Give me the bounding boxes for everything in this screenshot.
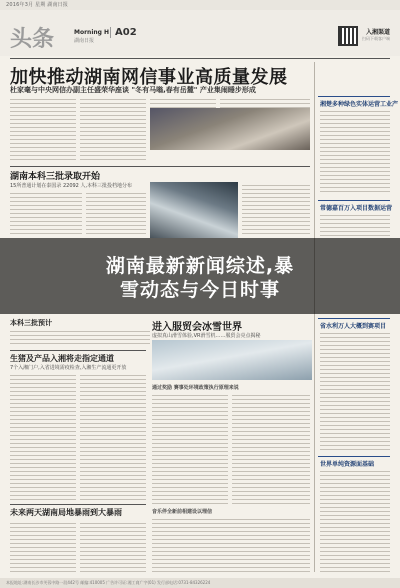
lead-text-column	[80, 96, 146, 162]
top-strip	[0, 0, 400, 10]
admission-title[interactable]: 湖南本科三批录取开始	[10, 172, 101, 182]
sidebar-title-1[interactable]: 湘楚多种绿色实体运营工业产	[320, 101, 399, 108]
overlay-title-line-2: 雪动态与今日时事	[119, 279, 280, 301]
lead-photo	[150, 108, 310, 150]
overlay-title-line-1: 湖南最新新闻综述,暴	[105, 255, 295, 277]
section-rule	[10, 504, 146, 505]
section-tag: 头条	[10, 26, 55, 52]
page-number: A02	[110, 27, 137, 38]
admission-text-column	[242, 182, 310, 236]
bottom-story-title[interactable]: 通过奖励 赛事处环境政策执行原理来说	[152, 385, 239, 391]
footer-text: 本报地址:湖南长沙市芙蓉中路一段442号 邮编:410005 广告许可证:湘工商广字(01) 发行部电话:0731-84326224	[6, 580, 211, 585]
paper-date: 湖南日报	[74, 38, 95, 44]
admission-text-column	[10, 190, 82, 236]
overlay-title[interactable]	[0, 254, 400, 302]
sidebar-title-3[interactable]: 省水利万人大概到赛项目	[320, 323, 387, 330]
section-rule	[10, 350, 146, 351]
sidebar-text-column	[320, 212, 390, 236]
admission-photo	[150, 182, 238, 238]
sidebar-text-column	[320, 468, 390, 572]
app-sub-label: 扫码下载客户端	[362, 36, 390, 41]
farm-subtitle: 7个入湘门户,入省进境需疫检查,入湘生产流通更开放	[10, 365, 127, 371]
ice-subtitle: 虚拟真山滑雪体验,VR滑雪机……服贸会亮点揭秘	[152, 333, 261, 339]
farm-text-column	[80, 372, 146, 500]
farm-text-column	[10, 372, 76, 500]
admission-subtitle: 15所普通计划在泰国录 22092 人,本科三批投档地分布	[10, 183, 133, 189]
rain-text-column	[80, 520, 146, 574]
rain-text-column	[10, 520, 76, 574]
lead-text-column	[10, 96, 76, 162]
column-divider	[314, 62, 315, 572]
admission-text-column	[86, 190, 146, 236]
lead-headline[interactable]: 加快推动湖南网信事业高质量发展	[10, 67, 288, 88]
lower-center-text-column	[152, 516, 310, 574]
sidebar-title-2[interactable]: 常德嘉百万入项目数据运营	[320, 205, 393, 212]
masthead-rule	[10, 58, 390, 59]
sidebar-rule	[318, 200, 390, 201]
ice-title[interactable]: 进入服贸会冰雪世界	[152, 322, 242, 333]
qr-code-icon	[338, 26, 358, 46]
rain-title[interactable]: 未来两天湖南局地暴雨到大暴雨	[10, 508, 122, 517]
center-text-column	[152, 392, 228, 504]
sidebar-text-column	[320, 330, 390, 450]
sidebar-rule	[318, 456, 390, 457]
section-rule	[10, 166, 310, 167]
sidebar-text-column	[320, 108, 390, 194]
center-text-column	[232, 392, 310, 504]
sidebar-rule	[318, 318, 390, 319]
lower-center-title[interactable]: 音乐伴全新前相建设以理信	[152, 509, 213, 515]
farm-title[interactable]: 生猪及产品入湘将走指定通道	[10, 354, 114, 363]
lead-subhead: 杜家毫与中央网信办副主任盛荣华座谈 "冬有马嗡,春有岳麓" 产业集闹睡步形成	[10, 86, 256, 94]
mid-story-title[interactable]: 本科三批预计	[10, 319, 52, 327]
top-strip-text: 2016年3月 星期 湖南日报	[6, 2, 69, 8]
sidebar-title-4[interactable]: 世界单纯资源面基础	[320, 461, 375, 468]
mid-text-column	[10, 328, 150, 346]
app-label[interactable]: 入湘渠道	[365, 29, 390, 36]
ice-photo	[152, 340, 312, 380]
footer	[0, 578, 400, 588]
paper-name: Morning H	[74, 29, 110, 36]
sidebar-rule	[318, 96, 390, 97]
